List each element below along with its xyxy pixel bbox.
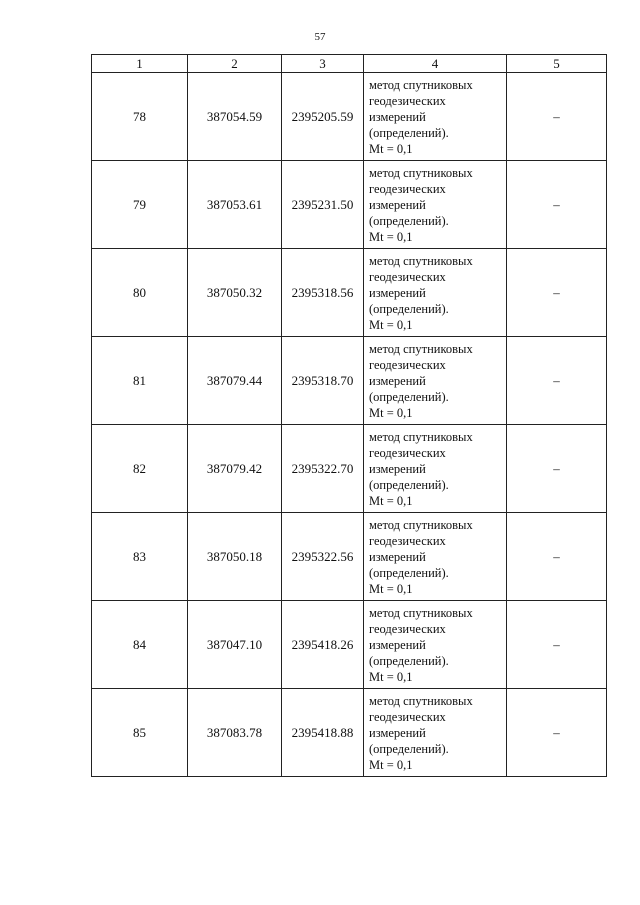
- point-number-cell: 85: [92, 689, 188, 777]
- point-number-cell: 83: [92, 513, 188, 601]
- method-text-line: Mt = 0,1: [369, 141, 413, 156]
- method-text-line: Mt = 0,1: [369, 669, 413, 684]
- method-text-line: измерений: [369, 109, 426, 124]
- note-cell: –: [507, 601, 607, 689]
- note-cell: –: [507, 249, 607, 337]
- note-cell: –: [507, 73, 607, 161]
- x-coordinate-cell: 387047.10: [188, 601, 282, 689]
- method-text-line: геодезических: [369, 621, 446, 636]
- y-coordinate-cell: 2395322.56: [282, 513, 364, 601]
- y-coordinate-cell: 2395322.70: [282, 425, 364, 513]
- header-col-4: 4: [364, 55, 507, 73]
- method-text-line: Mt = 0,1: [369, 757, 413, 772]
- page-number: 57: [314, 31, 326, 43]
- method-text-line: метод спутниковых: [369, 341, 473, 356]
- table-row: [92, 161, 607, 249]
- method-text-line: геодезических: [369, 357, 446, 372]
- method-cell: [364, 601, 507, 689]
- x-coordinate-cell: 387083.78: [188, 689, 282, 777]
- method-text-line: (определений).: [369, 741, 449, 756]
- note-cell: –: [507, 689, 607, 777]
- method-text-line: (определений).: [369, 389, 449, 404]
- table-row: [92, 689, 607, 777]
- method-text-line: метод спутниковых: [369, 429, 473, 444]
- method-text-line: метод спутниковых: [369, 517, 473, 532]
- note-cell: –: [507, 337, 607, 425]
- method-text-line: геодезических: [369, 269, 446, 284]
- header-col-1: 1: [92, 55, 188, 73]
- method-text-line: геодезических: [369, 93, 446, 108]
- header-col-2: 2: [188, 55, 282, 73]
- method-cell: [364, 73, 507, 161]
- method-text-line: (определений).: [369, 301, 449, 316]
- x-coordinate-cell: 387079.44: [188, 337, 282, 425]
- method-text-line: Mt = 0,1: [369, 317, 413, 332]
- method-text-line: геодезических: [369, 533, 446, 548]
- point-number-cell: 82: [92, 425, 188, 513]
- method-text-line: Mt = 0,1: [369, 581, 413, 596]
- method-text-line: геодезических: [369, 181, 446, 196]
- method-text-line: Mt = 0,1: [369, 493, 413, 508]
- point-number-cell: 84: [92, 601, 188, 689]
- method-text-line: метод спутниковых: [369, 605, 473, 620]
- x-coordinate-cell: 387053.61: [188, 161, 282, 249]
- method-text-line: измерений: [369, 197, 426, 212]
- x-coordinate-cell: 387054.59: [188, 73, 282, 161]
- method-cell: [364, 689, 507, 777]
- y-coordinate-cell: 2395418.26: [282, 601, 364, 689]
- note-cell: –: [507, 161, 607, 249]
- method-text-line: измерений: [369, 285, 426, 300]
- method-text-line: Mt = 0,1: [369, 229, 413, 244]
- method-text-line: измерений: [369, 549, 426, 564]
- method-text-line: Mt = 0,1: [369, 405, 413, 420]
- method-cell: [364, 161, 507, 249]
- method-text-line: метод спутниковых: [369, 165, 473, 180]
- table-row: [92, 337, 607, 425]
- table-row: [92, 249, 607, 337]
- table-row: [92, 425, 607, 513]
- table-row: [92, 601, 607, 689]
- method-cell: [364, 337, 507, 425]
- note-cell: –: [507, 513, 607, 601]
- method-text-line: метод спутниковых: [369, 253, 473, 268]
- method-text-line: (определений).: [369, 565, 449, 580]
- y-coordinate-cell: 2395418.88: [282, 689, 364, 777]
- method-text-line: (определений).: [369, 213, 449, 228]
- method-cell: [364, 425, 507, 513]
- method-text-line: геодезических: [369, 445, 446, 460]
- method-text-line: (определений).: [369, 477, 449, 492]
- method-text-line: метод спутниковых: [369, 693, 473, 708]
- point-number-cell: 80: [92, 249, 188, 337]
- point-number-cell: 78: [92, 73, 188, 161]
- method-text-line: геодезических: [369, 709, 446, 724]
- x-coordinate-cell: 387050.32: [188, 249, 282, 337]
- point-number-cell: 81: [92, 337, 188, 425]
- x-coordinate-cell: 387050.18: [188, 513, 282, 601]
- point-number-cell: 79: [92, 161, 188, 249]
- x-coordinate-cell: 387079.42: [188, 425, 282, 513]
- method-text-line: измерений: [369, 725, 426, 740]
- y-coordinate-cell: 2395231.50: [282, 161, 364, 249]
- y-coordinate-cell: 2395318.56: [282, 249, 364, 337]
- method-text-line: измерений: [369, 637, 426, 652]
- table-row: [92, 73, 607, 161]
- method-cell: [364, 513, 507, 601]
- coordinates-table: [91, 54, 607, 777]
- header-col-3: 3: [282, 55, 364, 73]
- method-text-line: измерений: [369, 461, 426, 476]
- method-cell: [364, 249, 507, 337]
- y-coordinate-cell: 2395318.70: [282, 337, 364, 425]
- method-text-line: измерений: [369, 373, 426, 388]
- method-text-line: (определений).: [369, 653, 449, 668]
- note-cell: –: [507, 425, 607, 513]
- method-text-line: метод спутниковых: [369, 77, 473, 92]
- header-row: [92, 55, 607, 73]
- header-col-5: 5: [507, 55, 607, 73]
- y-coordinate-cell: 2395205.59: [282, 73, 364, 161]
- method-text-line: (определений).: [369, 125, 449, 140]
- table-row: [92, 513, 607, 601]
